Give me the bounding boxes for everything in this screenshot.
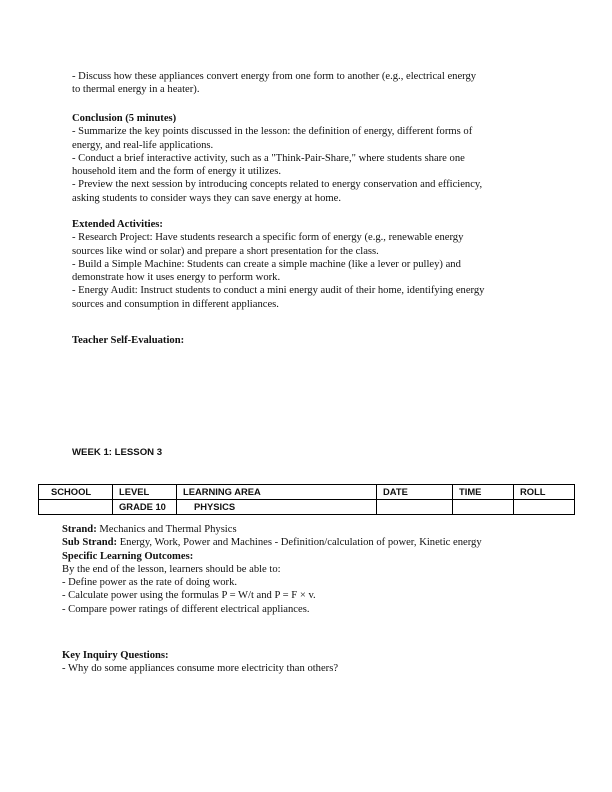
- cell-school: [39, 500, 113, 515]
- cell-level: GRADE 10: [113, 500, 177, 515]
- teacher-self-evaluation-heading: Teacher Self-Evaluation:: [72, 335, 185, 346]
- text-line: - Define power as the rate of doing work.: [62, 577, 238, 589]
- text-line: sources like wind or solar) and prepare a short presentation for the class.: [72, 245, 379, 257]
- sub-strand-line: [62, 536, 482, 549]
- conclusion-heading: Conclusion (5 minutes): [72, 113, 177, 124]
- lesson-info-table: [38, 484, 575, 515]
- text-line: asking students to consider ways they can save energy at home.: [72, 192, 341, 204]
- text-line: By the end of the lesson, learners should be able to:: [62, 563, 281, 575]
- header-school: SCHOOL: [39, 485, 113, 500]
- header-level: LEVEL: [113, 485, 177, 500]
- text-line: - Discuss how these appliances convert energy from one form to another (e.g., electrical energy: [72, 71, 477, 82]
- text-line: - Research Project: Have students research a specific form of energy (e.g., renewable energy: [72, 232, 464, 244]
- text-line: - Why do some appliances consume more electricity than others?: [62, 663, 339, 675]
- text-line: - Calculate power using the formulas P = W/t and P = F × v.: [62, 590, 316, 602]
- header-learning-area: LEARNING AREA: [177, 485, 377, 500]
- cell-learning-area: PHYSICS: [177, 500, 377, 515]
- text-line: - Build a Simple Machine: Students can create a simple machine (like a lever or pulley) and: [72, 258, 461, 270]
- cell-date: [377, 500, 453, 515]
- header-time: TIME: [453, 485, 514, 500]
- header-roll: ROLL: [514, 485, 575, 500]
- key-inquiry-section: [62, 649, 338, 676]
- text-line: - Energy Audit: Instruct students to conduct a mini energy audit of their home, identifying energy: [72, 285, 485, 297]
- text-line: demonstrate how it uses energy to perform work.: [72, 272, 281, 284]
- cell-roll: [514, 500, 575, 515]
- extended-heading: Extended Activities:: [72, 219, 163, 230]
- week-lesson-title: WEEK 1: LESSON 3: [72, 447, 163, 458]
- cell-time: [453, 500, 514, 515]
- text-line: to thermal energy in a heater).: [72, 84, 200, 96]
- text-line: sources and consumption in different appliances.: [72, 298, 279, 310]
- conclusion-section: [72, 112, 482, 205]
- text-line: - Compare power ratings of different electrical appliances.: [62, 603, 310, 615]
- extended-activities-section: [72, 218, 484, 311]
- text-line: household item and the form of energy it utilizes.: [72, 166, 281, 178]
- lesson-details: [62, 523, 482, 616]
- text-line: energy, and real-life applications.: [72, 139, 214, 151]
- strand-label: Strand:: [62, 524, 97, 535]
- text-line: - Summarize the key points discussed in the lesson: the definition of energy, different forms of: [72, 126, 473, 138]
- text-line: - Preview the next session by introducing concepts related to energy conservation and efficiency,: [72, 179, 483, 191]
- sub-strand-label: Sub Strand:: [62, 537, 118, 549]
- header-date: DATE: [377, 485, 453, 500]
- text-line: - Conduct a brief interactive activity, such as a "Think-Pair-Share," where students share one: [72, 152, 465, 164]
- strand-value: Mechanics and Thermal Physics: [96, 524, 237, 535]
- key-inquiry-heading: Key Inquiry Questions:: [62, 650, 169, 661]
- sub-strand-value: Energy, Work, Power and Machines - Definition/calculation of power, Kinetic energy: [117, 537, 482, 549]
- strand-line: [62, 523, 482, 536]
- outcomes-heading: Specific Learning Outcomes:: [62, 550, 194, 562]
- table-row: [39, 500, 575, 515]
- table-header-row: [39, 485, 575, 500]
- intro-text: [72, 70, 476, 97]
